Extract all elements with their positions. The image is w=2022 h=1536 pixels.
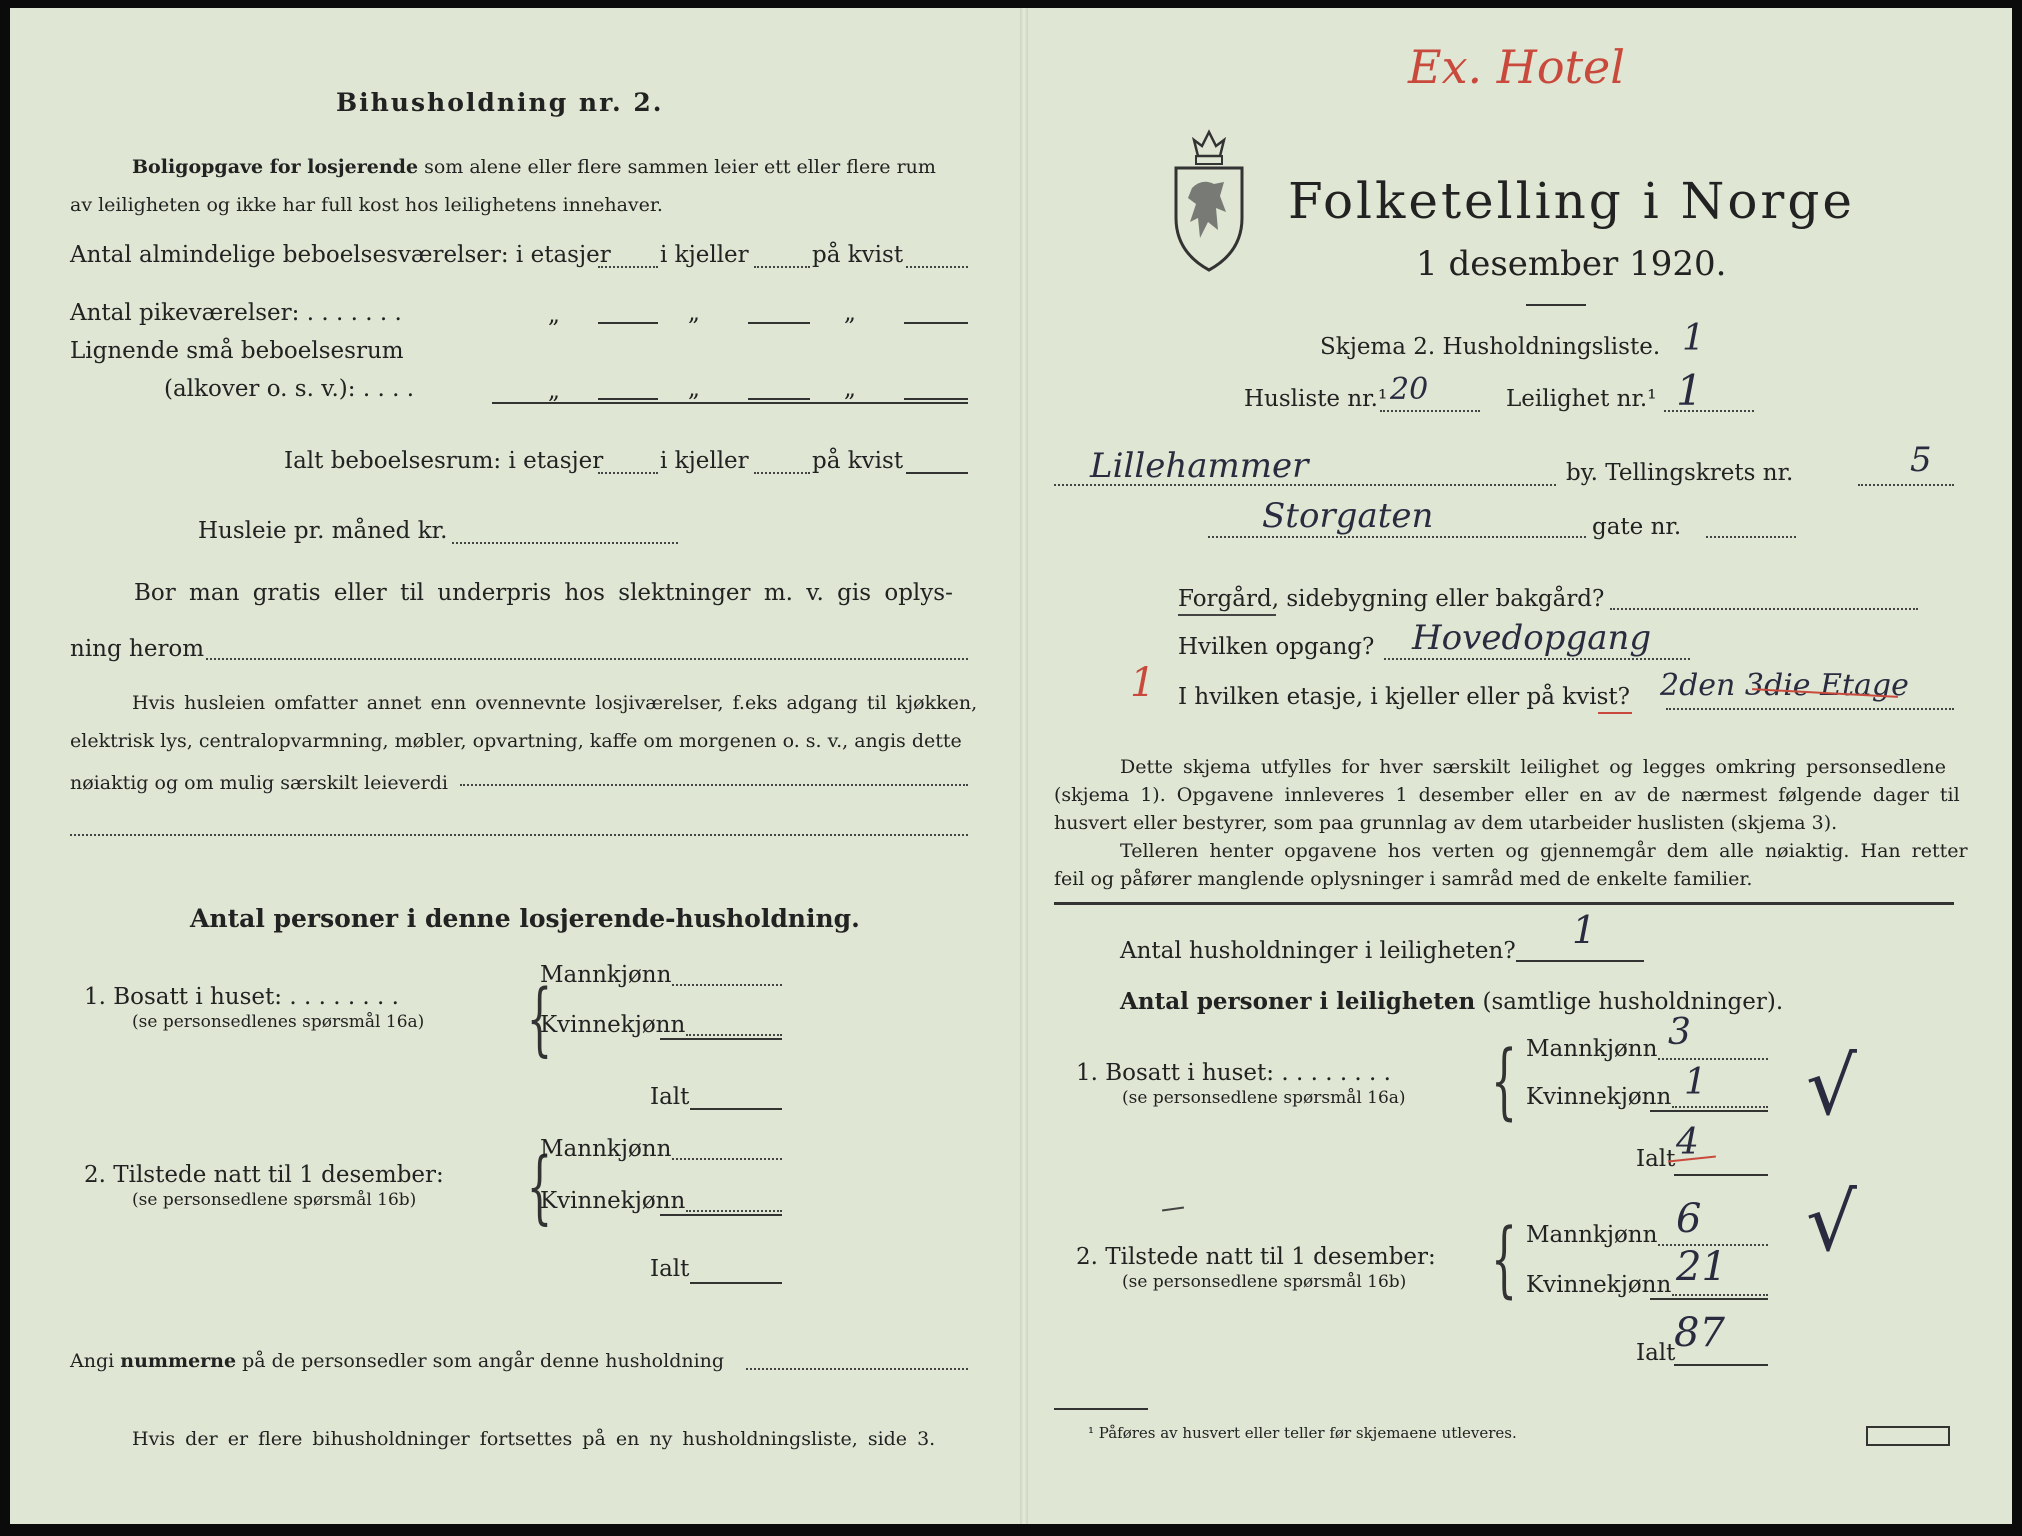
left-q2-ialt-label: Ialt: [650, 1256, 690, 1282]
lignende-label-1: Lignende små beboelsesrum: [70, 338, 404, 364]
right-q2-ref: (se personsedlene spørsmål 16b): [1122, 1272, 1407, 1292]
lign-kvist-line: [904, 398, 968, 400]
kvist-red-underline: [1598, 712, 1632, 714]
extra-line-2: [70, 834, 968, 836]
hw-ex-hotel: Ex. Hotel: [1408, 40, 1625, 94]
krets-hw: 5: [1910, 440, 1932, 480]
gratis-line: [206, 658, 968, 660]
gratis-line2: ning herom: [70, 636, 205, 662]
rooms-kvist-line: [906, 266, 968, 268]
section-rule: [1054, 902, 1954, 905]
right-q2-kvinne-hw: 21: [1676, 1244, 1727, 1290]
pike-ditto-2: „: [688, 300, 700, 326]
husleie-label: Husleie pr. måned kr.: [198, 518, 448, 544]
right-q1-brace: {: [1491, 1034, 1518, 1129]
left-intro-line1: [132, 156, 936, 178]
by-label: by. Tellingskrets nr.: [1566, 460, 1794, 486]
right-q1-kvinne-label: Kvinnekjønn: [1526, 1084, 1672, 1110]
lign-ditto: „: [548, 378, 560, 404]
forgard-label: Forgård, sidebygning eller bakgård?: [1178, 586, 1605, 612]
info-para-5: feil og påfører manglende oplysninger i samråd med de enkelte familier.: [1054, 868, 1753, 890]
form-title: Folketelling i Norge: [1288, 172, 1855, 230]
right-q1-mann-line: [1658, 1058, 1768, 1060]
gratis-line1: Bor man gratis eller til underpris hos slektninger m. v. gis oplys-: [134, 580, 953, 606]
husholdninger-line: [1516, 960, 1644, 962]
left-q2-mann-line: [672, 1158, 782, 1160]
by-hw: Lillehammer: [1090, 446, 1309, 486]
left-q2-kvinne-line: [686, 1210, 782, 1212]
right-q2-label: 2. Tilstede natt til 1 desember:: [1076, 1244, 1436, 1270]
page-fold: [1020, 8, 1028, 1524]
left-q2-brace: {: [526, 1140, 553, 1233]
husholdninger-hw: 1: [1572, 908, 1597, 952]
husliste-hw: 20: [1390, 372, 1429, 407]
footnote-rule: [1054, 1408, 1148, 1410]
husleie-line: [452, 542, 678, 544]
angi-line: [70, 1350, 724, 1372]
left-q1-sum-rule: [660, 1038, 782, 1040]
right-q2-mann-hw: 6: [1676, 1196, 1702, 1242]
leilighet-label: Leilighet nr.¹: [1506, 386, 1657, 412]
ialt-kjeller-label: i kjeller: [660, 448, 749, 474]
left-q1-ialt-line: [690, 1108, 782, 1110]
rooms-kjeller-line: [754, 266, 810, 268]
leilighet-hw: 1: [1676, 366, 1703, 415]
pike-kjeller-line: [748, 322, 810, 324]
husliste-label: Husliste nr.¹: [1244, 386, 1388, 412]
ialt-kvist-label: på kvist: [812, 448, 904, 474]
angi-pre: Angi: [70, 1350, 115, 1372]
forgard-underline: [1178, 614, 1276, 616]
right-q1-mann-label: Mannkjønn: [1526, 1036, 1658, 1062]
left-q1-ref: (se personsedlenes spørsmål 16a): [132, 1012, 425, 1032]
right-q2-ialt-line: [1674, 1364, 1768, 1366]
info-para-1: Dette skjema utfylles for hver særskilt leilighet og legges omkring personsedlene: [1120, 756, 1946, 778]
persons-heading: Antal personer i denne losjerende-husholdning.: [190, 904, 860, 933]
right-q2-ialt-label: Ialt: [1636, 1340, 1676, 1366]
right-q1-ialt-line: [1674, 1174, 1768, 1176]
persons-line: [1120, 988, 1783, 1015]
by-line: [1054, 484, 1556, 486]
right-q1-sum-rule: [1650, 1110, 1768, 1112]
husholdninger-label: Antal husholdninger i leiligheten?: [1120, 938, 1516, 964]
rooms-etasjer-line: [598, 266, 658, 268]
lign-sum-rule: [492, 402, 968, 404]
footnote: ¹ Påføres av husvert eller teller før skjemaene utleveres.: [1088, 1424, 1517, 1442]
right-q1-kvinne-line: [1672, 1106, 1768, 1108]
left-q1-kvinne-label: Kvinnekjønn: [540, 1012, 686, 1038]
right-q1-ialt-label: Ialt: [1636, 1146, 1676, 1172]
pike-etasjer-line: [598, 322, 658, 324]
gate-label: gate nr.: [1592, 514, 1682, 540]
leilighet-line: [1664, 410, 1754, 412]
opgang-line: [1384, 658, 1690, 660]
persons-rest: (samtlige husholdninger).: [1482, 989, 1784, 1015]
left-q2-sum-rule: [660, 1214, 782, 1216]
persons-bold: Antal personer i leiligheten: [1120, 988, 1476, 1015]
angi-bold: nummerne: [120, 1350, 237, 1372]
left-q1-label: 1. Bosatt i huset: . . . . . . . .: [84, 984, 399, 1010]
left-q2-mann-label: Mannkjønn: [540, 1136, 672, 1162]
skjema-hw: 1: [1682, 318, 1705, 359]
printer-stamp: [1866, 1426, 1950, 1446]
ialt-kjeller-line: [754, 472, 810, 474]
right-q1-kvinne-hw: 1: [1684, 1062, 1707, 1103]
left-q1-mann-label: Mannkjønn: [540, 962, 672, 988]
right-q2-ialt-hw: 87: [1674, 1310, 1725, 1356]
left-intro-line2: av leiligheten og ikke har full kost hos leilighetens innehaver.: [70, 194, 663, 216]
extra-line2: elektrisk lys, centralopvarmning, møbler, opvartning, kaffe om morgenen o. s. v., angis dette: [70, 730, 962, 752]
left-q2-ref: (se personsedlene spørsmål 16b): [132, 1190, 417, 1210]
left-title: Bihusholdning nr. 2.: [336, 88, 664, 117]
left-q1-brace: {: [526, 972, 553, 1065]
gate-line: [1208, 536, 1586, 538]
left-q2-kvinne-label: Kvinnekjønn: [540, 1188, 686, 1214]
right-q1-checkmark: √: [1806, 1040, 1857, 1133]
extra-line1: Hvis husleien omfatter annet enn ovennevnte losjiværelser, f.eks adgang til kjøkken,: [132, 692, 978, 714]
right-q1-ialt-hw: 4: [1676, 1122, 1699, 1163]
pike-ditto: „: [548, 302, 560, 328]
title-rule: [1526, 304, 1586, 306]
lign-kjeller-line: [748, 398, 810, 400]
pike-ditto-3: „: [844, 300, 856, 326]
rooms-kvist-label: på kvist: [812, 242, 904, 268]
info-para-3: husvert eller bestyrer, som paa grunnlag av dem utarbeider huslisten (skjema 3).: [1054, 812, 1838, 834]
etasje-hw: 2den 3die Etage: [1660, 668, 1909, 703]
ialt-kvist-line: [906, 472, 968, 474]
right-q2-checkmark: √: [1806, 1176, 1857, 1269]
rooms-label: Antal almindelige beboelsesværelser: i etasjer: [70, 242, 611, 268]
pike-kvist-line: [904, 322, 968, 324]
angi-rest: på de personsedler som angår denne husholdning: [242, 1350, 725, 1372]
lignende-label-2: (alkover o. s. v.): . . . .: [164, 376, 415, 402]
extra-line3: nøiaktig og om mulig særskilt leieverdi: [70, 772, 448, 794]
angi-line-fill: [746, 1368, 968, 1370]
husliste-line: [1380, 410, 1480, 412]
right-q1-ref: (se personsedlene spørsmål 16a): [1122, 1088, 1406, 1108]
right-q2-kvinne-line: [1672, 1294, 1768, 1296]
left-q1-ialt-label: Ialt: [650, 1084, 690, 1110]
left-q2-label: 2. Tilstede natt til 1 desember:: [84, 1162, 444, 1188]
right-q2-kvinne-label: Kvinnekjønn: [1526, 1272, 1672, 1298]
pike-label: Antal pikeværelser: . . . . . . .: [70, 300, 402, 326]
opgang-label: Hvilken opgang?: [1178, 634, 1375, 660]
right-q2-sum-rule: [1650, 1298, 1768, 1300]
lign-etasjer-line: [598, 398, 658, 400]
intro-bold: Boligopgave for losjerende: [132, 156, 419, 178]
ialt-rooms-label: Ialt beboelsesrum: i etasjer: [284, 448, 604, 474]
etasje-line: [1666, 708, 1954, 710]
info-para-2: (skjema 1). Opgavene innleveres 1 desember eller en av de nærmest følgende dager til: [1054, 784, 1960, 806]
right-q2-brace: {: [1491, 1212, 1518, 1307]
intro-rest: som alene eller flere sammen leier ett eller flere rum: [424, 156, 936, 178]
info-para-4: Telleren henter opgavene hos verten og gjennemgår dem alle nøiaktig. Han retter: [1120, 840, 1968, 862]
ialt-etasjer-line: [598, 472, 658, 474]
form-date: 1 desember 1920.: [1416, 244, 1727, 284]
opgang-hw: Hovedopgang: [1412, 618, 1652, 658]
lign-ditto-2: „: [688, 376, 700, 402]
gate-hw: Storgaten: [1262, 496, 1434, 536]
left-q1-mann-line: [672, 984, 782, 986]
rooms-kjeller-label: i kjeller: [660, 242, 749, 268]
right-q2-mann-label: Mannkjønn: [1526, 1222, 1658, 1248]
coat-of-arms-icon: [1168, 126, 1250, 276]
etasje-label: I hvilken etasje, i kjeller eller på kvist?: [1178, 684, 1630, 710]
margin-hw: 1: [1130, 660, 1156, 706]
right-q1-label: 1. Bosatt i huset: . . . . . . . .: [1076, 1060, 1391, 1086]
left-q1-kvinne-line: [686, 1034, 782, 1036]
left-q2-ialt-line: [690, 1282, 782, 1284]
krets-line: [1858, 484, 1954, 486]
extra-line: [460, 784, 968, 786]
left-footer: Hvis der er flere bihusholdninger fortsettes på en ny husholdningsliste, side 3.: [132, 1428, 936, 1450]
right-q1-mann-hw: 3: [1668, 1012, 1691, 1053]
skjema-label: Skjema 2. Husholdningsliste.: [1320, 334, 1661, 360]
lign-ditto-3: „: [844, 376, 856, 402]
forgard-line: [1610, 608, 1918, 610]
gate-nr-line: [1706, 536, 1796, 538]
